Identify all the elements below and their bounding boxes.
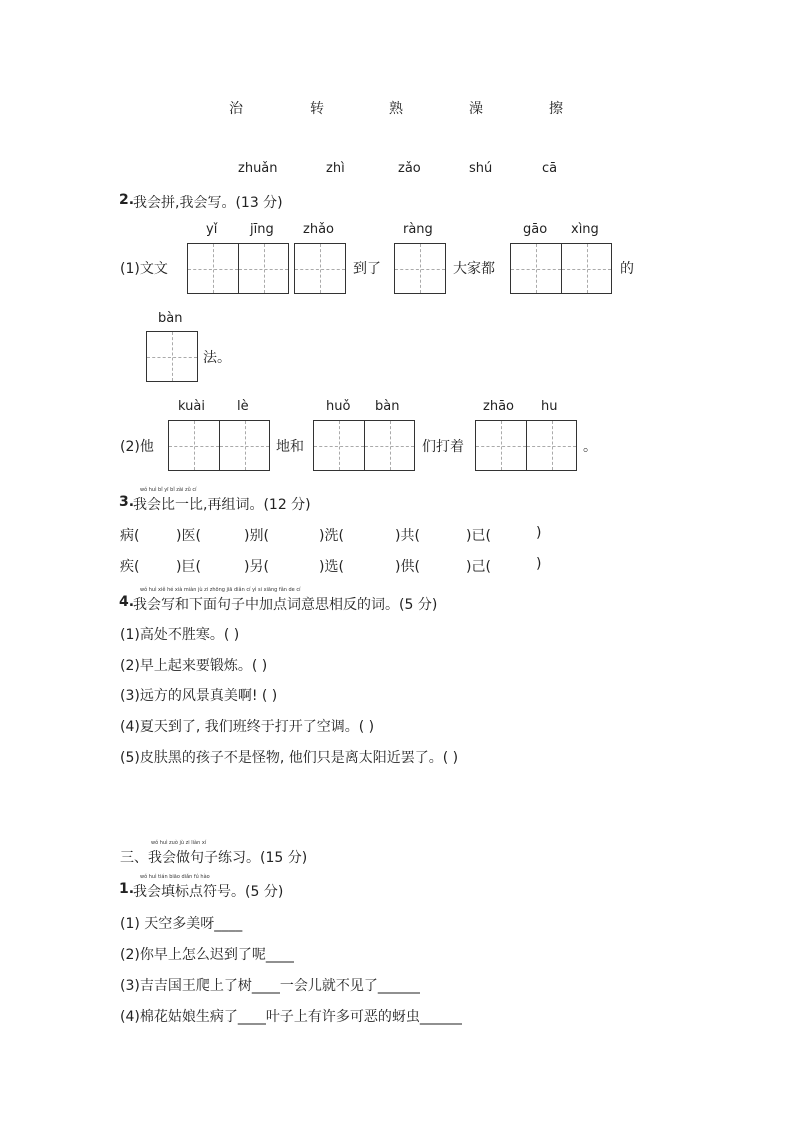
section-number: 2. xyxy=(119,192,135,208)
section-number: 1. xyxy=(119,881,135,897)
pinyin: huǒ xyxy=(326,399,351,414)
cell: )另( xyxy=(244,559,269,575)
writing-box[interactable] xyxy=(294,243,346,294)
text: 们打着 xyxy=(422,439,464,455)
pinyin: zhì xyxy=(326,161,345,176)
pinyin: kuài xyxy=(178,399,205,414)
writing-box[interactable] xyxy=(187,243,289,294)
writing-box[interactable] xyxy=(146,331,198,382)
text: 的 xyxy=(620,261,634,277)
char: 治 xyxy=(229,101,243,117)
writing-box[interactable] xyxy=(394,243,446,294)
char: 熟 xyxy=(389,101,403,117)
pinyin: zǎo xyxy=(398,161,421,176)
cell: )选( xyxy=(319,559,344,575)
item-label: (2)他 xyxy=(120,439,154,455)
cell: 病( xyxy=(120,528,140,544)
cell: )供( xyxy=(395,559,420,575)
writing-box[interactable] xyxy=(510,243,612,294)
cell: )洗( xyxy=(319,528,344,544)
tiny-pinyin: wǒ huì xiě hé xià miàn jù zi zhōng jiā diǎn cí yì si xiāng fǎn de cí xyxy=(140,587,301,593)
cell: )医( xyxy=(176,528,201,544)
list-item: (2)早上起来要锻炼。( ) xyxy=(120,658,268,674)
list-item: (5)皮肤黑的孩子不是怪物, 他们只是离太阳近罢了。( ) xyxy=(120,750,459,766)
cell: )巨( xyxy=(176,559,201,575)
writing-box[interactable] xyxy=(475,420,577,471)
cell: ) xyxy=(536,556,542,572)
pinyin: zhǎo xyxy=(303,222,334,237)
list-item: (4)棉花姑娘生病了____叶子上有许多可恶的蚜虫______ xyxy=(120,1009,462,1025)
writing-box[interactable] xyxy=(168,420,270,471)
pinyin: gāo xyxy=(523,222,548,237)
section-number: 4. xyxy=(119,594,135,610)
section-title: 我会比一比,再组词。(12 分) xyxy=(133,497,311,513)
text: 地和 xyxy=(276,439,304,455)
list-item: (2)你早上怎么迟到了呢____ xyxy=(120,947,294,963)
cell: )已( xyxy=(466,528,491,544)
pinyin: jīng xyxy=(250,222,274,237)
section-title: 我会写和下面句子中加点词意思相反的词。(5 分) xyxy=(133,597,438,613)
tiny-pinyin: wǒ huì bǐ yī bǐ zài zǔ cí xyxy=(140,487,197,493)
pinyin: cā xyxy=(542,161,558,176)
text: 大家都 xyxy=(453,261,495,277)
pinyin: zhāo xyxy=(483,399,514,414)
cell: )共( xyxy=(395,528,420,544)
part-title: 三、我会做句子练习。(15 分) xyxy=(120,850,308,866)
list-item: (4)夏天到了, 我们班终于打开了空调。( ) xyxy=(120,719,375,735)
text: 到了 xyxy=(353,261,381,277)
pinyin: xìng xyxy=(571,222,599,237)
pinyin: bàn xyxy=(158,311,183,326)
section-number: 3. xyxy=(119,494,135,510)
section-title: 我会填标点符号。(5 分) xyxy=(133,884,284,900)
char: 澡 xyxy=(469,101,483,117)
pinyin: hu xyxy=(541,399,558,414)
pinyin: shú xyxy=(469,161,493,176)
pinyin: yǐ xyxy=(206,222,218,237)
list-item: (1) 天空多美呀____ xyxy=(120,916,243,932)
pinyin: bàn xyxy=(375,399,400,414)
cell: )己( xyxy=(466,559,491,575)
list-item: (3)远方的风景真美啊! ( ) xyxy=(120,688,278,704)
cell: 疾( xyxy=(120,559,140,575)
list-item: (1)高处不胜寒。( ) xyxy=(120,627,240,643)
writing-box[interactable] xyxy=(313,420,415,471)
char: 擦 xyxy=(549,101,563,117)
text: 。 xyxy=(583,439,597,455)
list-item: (3)吉吉国王爬上了树____一会儿就不见了______ xyxy=(120,978,420,994)
cell: )别( xyxy=(244,528,269,544)
pinyin: zhuǎn xyxy=(238,161,278,176)
tiny-pinyin: wǒ huì tián biāo diǎn fú hào xyxy=(140,874,210,880)
pinyin: ràng xyxy=(403,222,433,237)
tiny-pinyin: wǒ huì zuò jù zi liàn xí xyxy=(151,840,207,846)
text: 法。 xyxy=(203,350,231,366)
item-label: (1)文文 xyxy=(120,261,168,277)
pinyin: lè xyxy=(237,399,249,414)
section-title: 我会拼,我会写。(13 分) xyxy=(133,195,283,211)
cell: ) xyxy=(536,525,542,541)
char: 转 xyxy=(310,101,324,117)
